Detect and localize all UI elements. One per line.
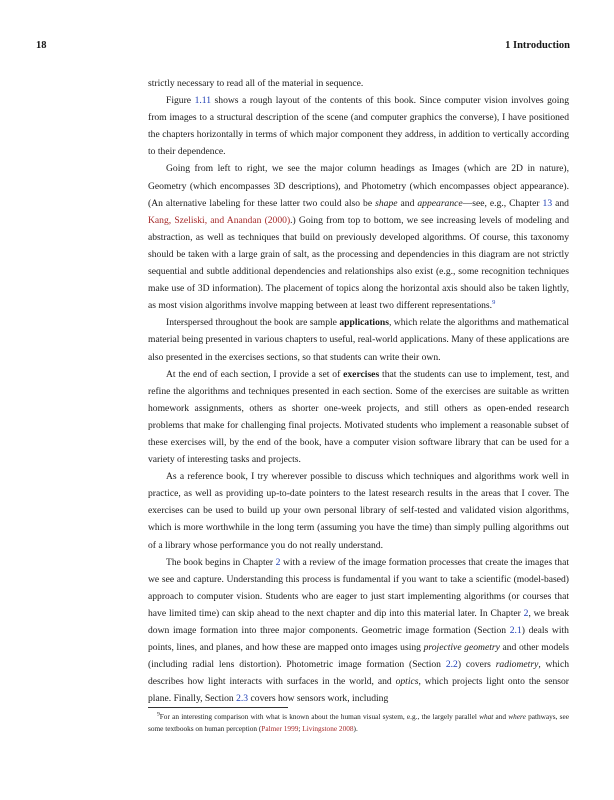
citation-link[interactable]: Livingstone 2008 <box>302 724 354 733</box>
paragraph-1: strictly necessary to read all of the material in sequence. <box>148 78 364 89</box>
paragraph-2: Figure 1.11 shows a rough layout of the contents of this book. Since computer vision involves going from images to a structural description of the scene (and computer graphics the converse), I have positioned the chapters horizontally in terms of which major component they address, in addition to vertically according to their dependence. <box>148 95 569 158</box>
section-ref-link[interactable]: 2.3 <box>236 693 249 705</box>
citation-link[interactable]: Palmer 1999 <box>261 724 299 733</box>
paragraph-7: The book begins in Chapter 2 with a review of the image formation processes that create the images that we see and capture. Understanding this process is fundamental if you want to take a scientific (model-based) approach to computer vision. Students who are eager to just start implementing algorithms (or courses that have limited time) can skip ahead to the next chapter and dip into this material later. In Chapter 2, we break down image formation into three major components. Geometric image formation (Section 2.1) deals with points, lines, and planes, and how these are mapped onto images using projective geometry and other models (including radial lens distortion). Photometric image formation (Section 2.2) covers radiometry, which describes how light interacts with surfaces in the world, and optics, which projects light onto the sensor plane. Finally, Section 2.3 covers how sensors work, including <box>148 556 569 705</box>
paragraph-5: At the end of each section, I provide a set of exercises that the students can use to implement, test, and refine the algorithms and techniques presented in each section. Some of the exercises are suitable as written homework assignments, others as shorter one-week projects, and still others as open-ended research problems that make for challenging final projects. Motivated students who implement a reasonable subset of these exercises will, by the end of the book, have a computer vision software library that can be used for a variety of interesting tasks and projects. <box>148 368 569 466</box>
paragraph-6: As a reference book, I try wherever possible to discuss which techniques and algorithms work well in practice, as well as providing up-to-date pointers to the latest research results in the areas that I cover. The exercises can be used to build up your own personal library of self-tested and validated vision algorithms, which is more worthwhile in the long term (assuming you have the time) than simply pulling algorithms out of a library whose performance you do not really understand. <box>148 471 569 551</box>
page-number: 18 <box>36 40 47 51</box>
body-text <box>148 75 569 707</box>
footnote-marker-link[interactable]: 9 <box>492 299 496 307</box>
chapter-ref-link[interactable]: 2 <box>523 607 529 619</box>
section-ref-link[interactable]: 2.1 <box>509 625 522 636</box>
footnote-divider <box>148 707 288 708</box>
citation-link[interactable]: Kang, Szeliski, and Anandan (2000) <box>148 214 291 226</box>
footnote: $^9$For an interesting comparison with what is known about the human visual system, e.g., the largely parallel what and where pathways, see some textbooks on human perception (Palmer 1999; Livingstone 2008). <box>148 711 569 733</box>
paragraph-4: Interspersed throughout the book are sample applications, which relate the algorithms and mathematical material being presented in various chapters to useful, real-world applications. Many of these applications are also presented in the exercises sections, so that students can write their own. <box>148 317 569 363</box>
page-header <box>36 40 570 56</box>
chapter-ref-link[interactable]: 2 <box>275 556 281 568</box>
footnote-mark: 9 <box>157 711 160 718</box>
chapter-ref-link[interactable]: 13 <box>542 197 553 209</box>
running-head: 1 Introduction <box>505 40 570 51</box>
section-ref-link[interactable]: 2.2 <box>445 659 458 671</box>
figure-ref-link[interactable]: 1.11 <box>194 95 212 107</box>
paragraph-3: Going from left to right, we see the major column headings as Images (which are 2D in nature), Geometry (which encompasses 3D descriptions), and Photometry (which encompasses object appearance). (An alternative labeling for these latter two could also be shape and appearance—see, e.g., Chapter 13 and Kang, Szeliski, and Anandan (2000).) Going from top to bottom, we see increasing levels of modeling and abstraction, as well as techniques that build on previously developed algorithms. Of course, this taxonomy should be taken with a large grain of salt, as the processing and dependencies in this diagram are not strictly sequential and subtle additional dependencies and relationships also exist (e.g., some recognition techniques make use of 3D information). The placement of topics along the horizontal axis should also be taken lightly, as most vision algorithms involve mapping between at least two different representations.$^9$ <box>148 163 569 312</box>
